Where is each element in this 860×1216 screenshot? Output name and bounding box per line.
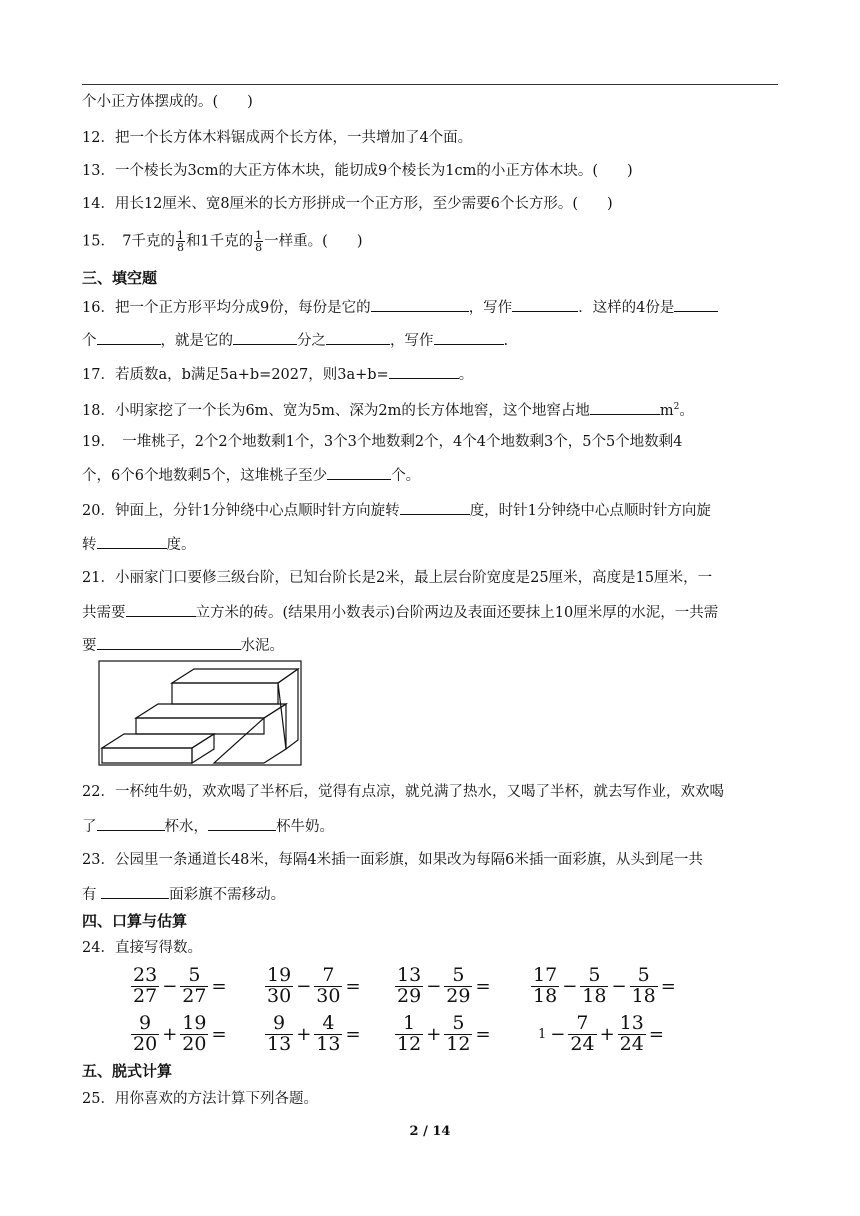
section-heading-4: 四、口算与估算	[82, 912, 188, 930]
operator: =	[211, 975, 227, 997]
fraction: $\frac{19}{30}$	[267, 964, 292, 1007]
operator: +	[296, 1023, 312, 1045]
operator: −	[162, 975, 178, 997]
operator: +	[599, 1023, 615, 1045]
operator: =	[211, 1023, 227, 1045]
fraction: $\frac{5}{18}$	[582, 964, 607, 1007]
operator: =	[660, 975, 676, 997]
operator: =	[475, 975, 491, 997]
question-20-line1: 20．钟面上，分针1分钟绕中心点顺时针方向旋转 度，时针1分钟绕中心点顺时针方向旋	[82, 500, 782, 521]
fraction: $\frac{9}{20}$	[133, 1012, 158, 1055]
fraction: $\frac{1}{8}$	[176, 229, 184, 254]
question-16-line1: 16．把一个正方形平均分成9份，每份是它的 ，写作 ．这样的4份是	[82, 297, 782, 318]
fraction: $\frac{13}{24}$	[619, 1012, 644, 1055]
question-22-line2: 了 杯水， 杯牛奶。	[82, 816, 782, 837]
answer-blank[interactable]	[400, 500, 470, 515]
answer-blank[interactable]	[101, 884, 169, 899]
fraction: $\frac{13}{29}$	[397, 964, 422, 1007]
section-heading-3: 三、填空题	[82, 269, 158, 287]
operator: =	[475, 1023, 491, 1045]
question-18: 18．小明家挖了一个长为6m、宽为5m、深为2m的长方体地窖，这个地窖占地 $m^2$。	[82, 397, 782, 421]
question-25: 25．用你喜欢的方法计算下列各题。	[82, 1091, 318, 1107]
stairs-diagram	[98, 660, 302, 766]
answer-blank[interactable]	[97, 635, 241, 650]
fraction: $\frac{7}{24}$	[570, 1012, 595, 1055]
operator: +	[426, 1023, 442, 1045]
fraction: $\frac{1}{8}$	[255, 229, 263, 254]
question-12: 12．把一个长方体木料锯成两个长方体，一共增加了4个面。	[82, 130, 473, 146]
question-21-line2: 共需要 立方米的砖。(结果用小数表示)台阶两边及表面还要抹上10厘米厚的水泥，一共需	[82, 602, 782, 623]
operator: =	[345, 975, 361, 997]
answer-blank[interactable]	[208, 816, 276, 831]
answer-blank[interactable]	[97, 330, 161, 345]
question-23-line2: 有 面彩旗不需移动。	[82, 884, 782, 905]
question-16-line2: 个 ，就是它的 分之 ，写作 .	[82, 330, 782, 351]
section-heading-5: 五、脱式计算	[82, 1062, 173, 1080]
question-21-line3: 要 水泥。	[82, 635, 782, 656]
question-20-line2: 转 度。	[82, 534, 782, 555]
answer-blank[interactable]	[434, 330, 504, 345]
operator: −	[426, 975, 442, 997]
answer-blank[interactable]	[590, 400, 660, 415]
fraction: $\frac{5}{27}$	[182, 964, 207, 1007]
operator: =	[345, 1023, 361, 1045]
question-19-line1: 19． 一堆桃子，2个2个地数剩1个，3个3个地数剩2个，4个4个地数剩3个，5个5个地数剩4	[82, 434, 683, 450]
q11-continuation: 个小正方体摆成的。( )	[82, 94, 253, 110]
question-17: 17．若质数a，b满足5a+b=2027，则3a+b= 。	[82, 364, 782, 385]
expression	[264, 966, 363, 1007]
expression	[394, 1014, 493, 1055]
header-rule	[82, 84, 778, 85]
question-13: 13．一个棱长为3cm的大正方体木块，能切成9个棱长为1cm的小正方体木块。( )	[82, 163, 633, 179]
fraction: $\frac{7}{30}$	[316, 964, 341, 1007]
expression	[530, 966, 678, 1007]
question-24: 24．直接写得数。	[82, 940, 202, 956]
operator: +	[162, 1023, 178, 1045]
operator: =	[648, 1023, 664, 1045]
answer-blank[interactable]	[97, 816, 165, 831]
answer-blank[interactable]	[512, 297, 578, 312]
expression	[130, 1014, 229, 1055]
oral-calc-row-2	[0, 1014, 860, 1064]
question-14: 14．用长12厘米、宽8厘米的长方形拼成一个正方形，至少需要6个长方形。( )	[82, 196, 613, 212]
answer-blank[interactable]	[97, 534, 167, 549]
expression	[394, 966, 493, 1007]
fraction: $\frac{5}{12}$	[446, 1012, 471, 1055]
fraction: $\frac{5}{29}$	[446, 964, 471, 1007]
fraction: $\frac{1}{12}$	[397, 1012, 422, 1055]
fraction: $\frac{17}{18}$	[533, 964, 558, 1007]
answer-blank[interactable]	[327, 465, 391, 480]
fraction: $\frac{5}{18}$	[631, 964, 656, 1007]
oral-calc-row-1	[0, 966, 860, 1016]
fraction: $\frac{4}{13}$	[316, 1012, 341, 1055]
fraction: $\frac{19}{20}$	[182, 1012, 207, 1055]
expression	[130, 966, 229, 1007]
expression	[538, 1014, 666, 1055]
question-15: 15． 7千克的 $\frac{1}{8}$ 和1千克的 $\frac{1}{8}$ 一样重。( )	[82, 229, 363, 254]
answer-blank[interactable]	[326, 330, 390, 345]
question-22-line1: 22．一杯纯牛奶，欢欢喝了半杯后，觉得有点凉，就兑满了热水，又喝了半杯，就去写作业，欢欢喝	[82, 784, 724, 800]
question-23-line1: 23．公园里一条通道长48米，每隔4米插一面彩旗，如果改为每隔6米插一面彩旗，从头到尾一共	[82, 852, 703, 868]
expression	[264, 1014, 363, 1055]
answer-blank[interactable]	[674, 297, 718, 312]
operator: −	[562, 975, 578, 997]
operator: −	[550, 1023, 566, 1045]
fraction: $\frac{23}{27}$	[133, 964, 158, 1007]
operator: −	[296, 975, 312, 997]
answer-blank[interactable]	[126, 602, 196, 617]
page-number: 2 / 14	[409, 1124, 451, 1139]
answer-blank[interactable]	[233, 330, 297, 345]
answer-blank[interactable]	[389, 364, 459, 379]
answer-blank[interactable]	[371, 297, 469, 312]
fraction: $\frac{9}{13}$	[267, 1012, 292, 1055]
question-21-line1: 21．小丽家门口要修三级台阶，已知台阶长是2米，最上层台阶宽度是25厘米，高度是15厘米，一	[82, 570, 713, 586]
integer: 1	[538, 1026, 547, 1042]
operator: −	[611, 975, 627, 997]
question-19-line2: 个，6个6个地数剩5个，这堆桃子至少 个。	[82, 465, 782, 486]
